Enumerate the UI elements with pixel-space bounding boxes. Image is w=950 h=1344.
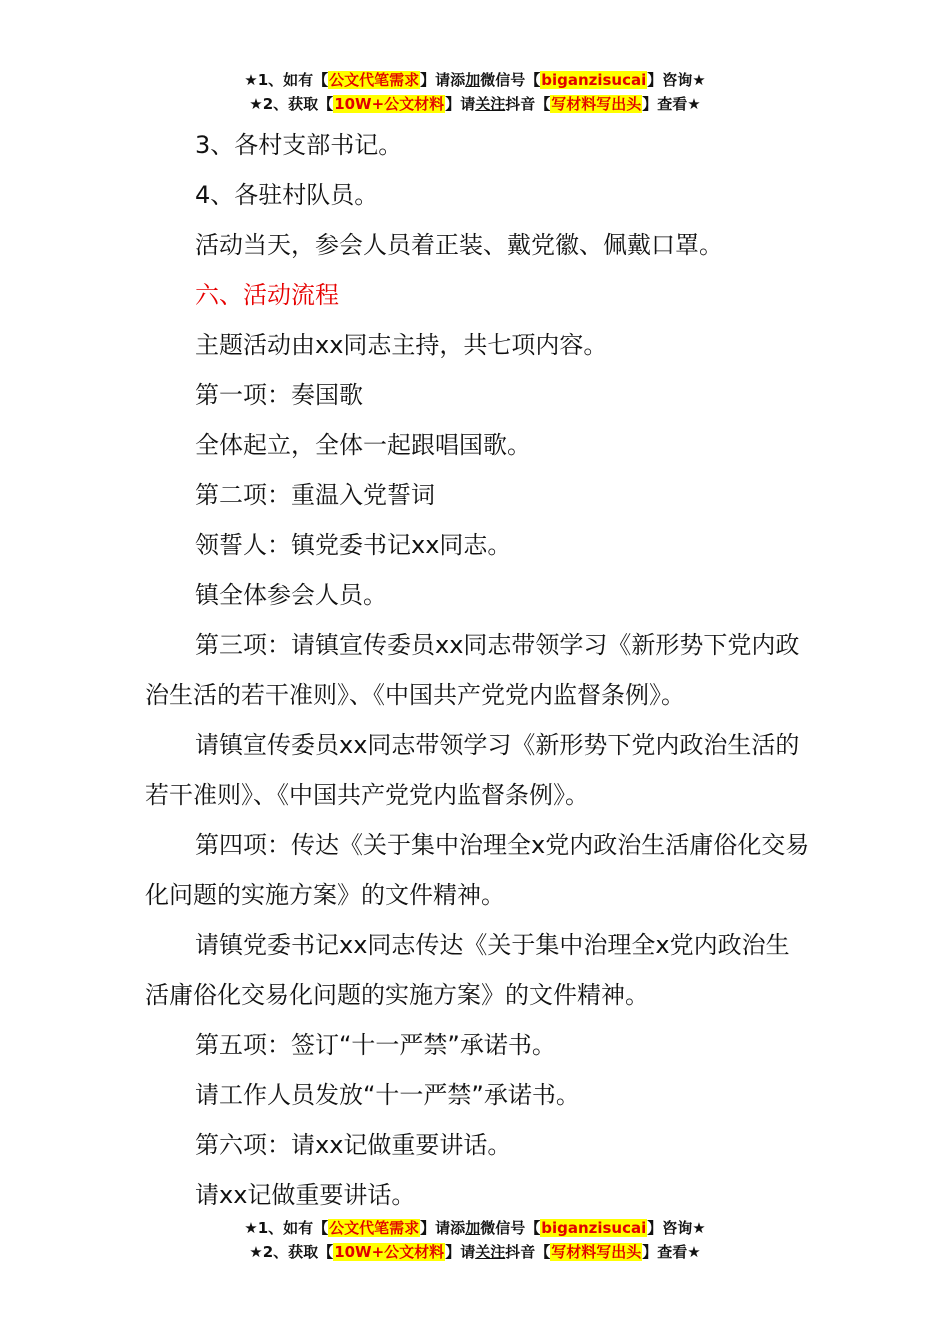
banner-line-2	[0, 92, 950, 116]
banner-text: 】咨询★	[647, 71, 706, 89]
banner-text: ★1、如有【	[244, 71, 329, 89]
paragraph: 第六项：请xx记做重要讲话。	[195, 1131, 512, 1159]
paragraph: 全体起立，全体一起跟唱国歌。	[195, 431, 531, 459]
banner-text: 】请添	[420, 1219, 466, 1237]
paragraph: 第四项：传达《关于集中治理全x党内政治生活庸俗化交易化问题的实施方案》的文件精神。	[145, 831, 810, 909]
banner-text: ★2、获取【	[249, 1243, 334, 1261]
banner-text: 】查看★	[642, 95, 701, 113]
banner-underlined-text: 加	[465, 1219, 481, 1237]
paragraph: 请工作人员发放“十一严禁”承诺书。	[195, 1081, 580, 1109]
paragraph: 请镇宣传委员xx同志带领学习《新形势下党内政治生活的若干准则》、《中国共产党党内监督条例》。	[145, 731, 800, 809]
banner-text: 抖音【	[505, 95, 551, 113]
banner-highlight-wechat-id: biganzisucai	[541, 71, 647, 89]
banner-text: 微信号【	[480, 71, 541, 89]
banner-text: ★2、获取【	[249, 95, 334, 113]
banner-text: 】请	[445, 1243, 476, 1261]
paragraph: 第五项：签订“十一严禁”承诺书。	[195, 1031, 556, 1059]
banner-highlight-douyin-name: 写材料写出头	[551, 1243, 642, 1261]
paragraph: 4、各驻村队员。	[195, 181, 379, 209]
paragraph: 第三项：请镇宣传委员xx同志带领学习《新形势下党内政治生活的若干准则》、《中国共产党党内监督条例》。	[145, 631, 800, 709]
banner-highlight: 公文代笔需求	[329, 71, 420, 89]
banner-text: 】查看★	[642, 1243, 701, 1261]
paragraph: 主题活动由xx同志主持，共七项内容。	[195, 331, 608, 359]
banner-text: ★1、如有【	[244, 1219, 329, 1237]
paragraph: 第一项：奏国歌	[195, 381, 363, 409]
banner-highlight: 10W+公文材料	[334, 95, 445, 113]
banner-text: 微信号【	[480, 1219, 541, 1237]
banner-highlight: 公文代笔需求	[329, 1219, 420, 1237]
banner-line-1	[0, 68, 950, 92]
banner-text: 】请	[445, 95, 476, 113]
document-body	[145, 120, 810, 1220]
footer-banner	[0, 1216, 950, 1264]
banner-line-1	[0, 1216, 950, 1240]
section-heading: 六、活动流程	[195, 281, 339, 309]
paragraph: 请xx记做重要讲话。	[195, 1181, 416, 1209]
banner-text: 】请添	[420, 71, 466, 89]
paragraph: 3、各村支部书记。	[195, 131, 403, 159]
banner-underlined-text: 加	[465, 71, 481, 89]
banner-highlight-wechat-id: biganzisucai	[541, 1219, 647, 1237]
banner-underlined-text: 关注	[475, 1243, 506, 1261]
banner-text: 抖音【	[505, 1243, 551, 1261]
paragraph: 第二项：重温入党誓词	[195, 481, 435, 509]
paragraph: 领誓人：镇党委书记xx同志。	[195, 531, 512, 559]
paragraph: 活动当天，参会人员着正装、戴党徽、佩戴口罩。	[195, 231, 723, 259]
banner-line-2	[0, 1240, 950, 1264]
paragraph: 请镇党委书记xx同志传达《关于集中治理全x党内政治生活庸俗化交易化问题的实施方案》的文件精神。	[145, 931, 790, 1009]
banner-highlight-douyin-name: 写材料写出头	[551, 95, 642, 113]
header-banner	[0, 68, 950, 116]
banner-underlined-text: 关注	[475, 95, 506, 113]
paragraph: 镇全体参会人员。	[195, 581, 387, 609]
banner-highlight: 10W+公文材料	[334, 1243, 445, 1261]
banner-text: 】咨询★	[647, 1219, 706, 1237]
